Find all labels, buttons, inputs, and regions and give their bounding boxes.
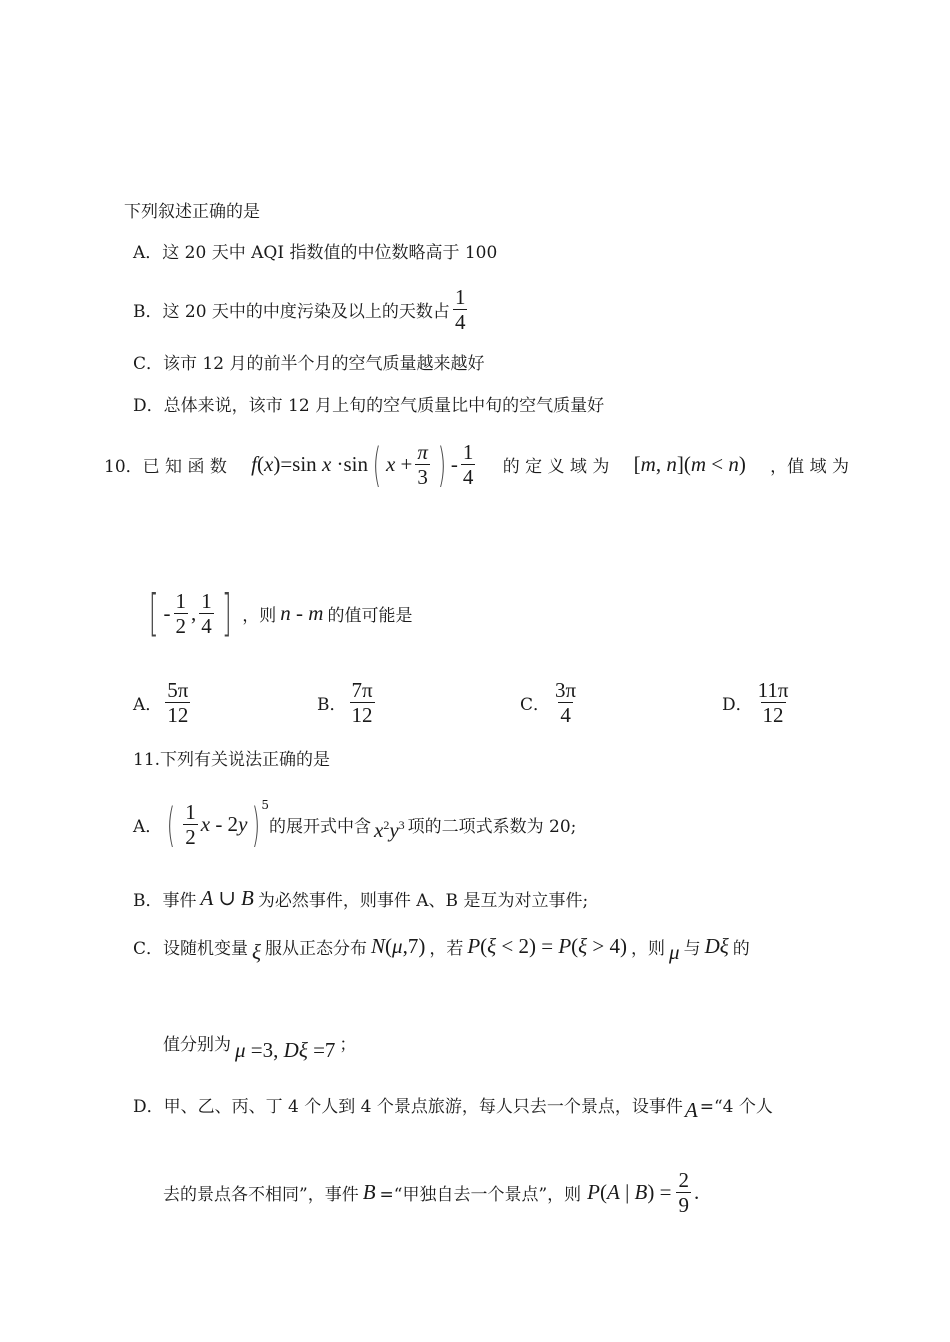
q10-option-a (133, 678, 193, 727)
q11-a-text1: 的展开式中含 (268, 817, 371, 837)
q11-d-line2b: =“甲独自去一个景点”，则 (379, 1185, 582, 1205)
q11-c-text3: ，则 (631, 939, 666, 959)
q11-c-text2: ，若 (429, 939, 464, 959)
fraction-denominator: 12 (351, 703, 373, 727)
fraction-numerator: 11π (757, 678, 789, 702)
q10-line1 (104, 437, 849, 492)
option-label: C．设随机变量 (133, 939, 249, 959)
q9-option-b (133, 285, 470, 334)
fraction-numerator: 7π (351, 678, 373, 702)
fraction-denominator: 4 (454, 310, 466, 334)
q11-option-b: B．事件 A ∪ B 为必然事件，则事件 A、B 是互为对立事件; (133, 886, 589, 911)
q11-option-c-line2: 值分别为 μ =3, Dξ =7 ； (163, 1030, 356, 1055)
q10-lead: 10．已 知 函 数 (104, 457, 227, 477)
q10-option-c (520, 678, 581, 727)
q11-b-text: 为必然事件，则事件 A、B 是互为对立事件; (257, 891, 589, 911)
q10-domain-text: 的 定 义 域 为 (502, 457, 610, 477)
q11-d-line1-end: =“4 个人 (699, 1097, 773, 1117)
q11-option-c: C．设随机变量 ξ 服从正态分布 N(μ,7) ，若 P(ξ < 2) = P(ξ > 4) ，则 μ 与 Dξ 的 (133, 934, 750, 964)
q11-c-line2: 值分别为 (163, 1035, 231, 1055)
q11-c-text1: 服从正态分布 (265, 939, 368, 959)
q10-line2-end: 的值可能是 (327, 605, 413, 626)
option-label: B． (317, 695, 347, 715)
option-label: B．事件 (133, 891, 197, 911)
fraction-numerator: 3π (555, 678, 577, 702)
q9-stem: 下列叙述正确的是 (124, 202, 260, 222)
q11-c-text5: 的 (732, 939, 750, 959)
q11-d-line1: D．甲、乙、丙、丁 4 个人到 4 个景点旅游，每人只去一个景点，设事件 (133, 1097, 683, 1117)
q11-c-text4: 与 (683, 939, 701, 959)
fraction-numerator: 1 (454, 285, 466, 309)
q9-option-a: A．这 20 天中 AQI 指数值的中位数略高于 100 (133, 243, 498, 263)
q11-option-d-line2: 去的景点各不相同”，事件 B =“甲独自去一个景点”，则 P(A | B) = $\frac{2}{9}$ . (163, 1168, 700, 1217)
fraction-numerator: 5π (167, 678, 189, 702)
fraction-numerator: 2 (678, 1168, 689, 1192)
q11-option-a: A． ( $\frac{1}{2}$ x - 2y ) $^5$ 的展开式中含 $x^2y^3$ 项的二项式系数为 20; (133, 797, 577, 852)
fraction-denominator: 12 (762, 703, 784, 727)
q11-stem: 11.下列有关说法正确的是 (133, 750, 331, 770)
q10-line2: [ - $\frac{1}{2}$ , $\frac{1}{4}$ ] ，则 n - m 的值可能是 (148, 584, 413, 642)
fraction-denominator: 9 (678, 1193, 689, 1217)
q11-d-line2a: 去的景点各不相同”，事件 (163, 1185, 359, 1205)
option-label: D． (722, 695, 753, 715)
q11-c-line2-end: ； (339, 1035, 357, 1055)
q9-option-b-text: B．这 20 天中的中度污染及以上的天数占 (133, 302, 450, 322)
q10-nm: n - m (280, 600, 324, 625)
q10-domain: [m, n](m < n) (633, 452, 746, 476)
q9-option-c: C．该市 12 月的前半个月的空气质量越来越好 (133, 354, 485, 374)
q11-a-text2: 项的二项式系数为 20; (407, 817, 577, 837)
q10-option-d (722, 678, 793, 727)
fraction-denominator: 12 (167, 703, 189, 727)
q10-range-text: ，值 域 为 (770, 457, 849, 477)
option-label: A． (133, 695, 163, 715)
q9-option-b-fraction (453, 285, 468, 334)
q10-option-b (317, 678, 378, 727)
q11-option-d: D．甲、乙、丙、丁 4 个人到 4 个景点旅游，每人只去一个景点，设事件 A =“4 个人 (133, 1092, 773, 1117)
q10-then: ，则 (242, 605, 277, 626)
fraction-denominator: 4 (560, 703, 571, 727)
q9-option-d: D．总体来说，该市 12 月上旬的空气质量比中旬的空气质量好 (133, 396, 605, 416)
option-label: A． (133, 817, 163, 837)
q10-function: f(x)=sin x ·sin ( x + $\frac{\pi}{3}$ ) - $\frac{1}{4}$ (251, 437, 474, 492)
option-label: C． (520, 695, 551, 715)
